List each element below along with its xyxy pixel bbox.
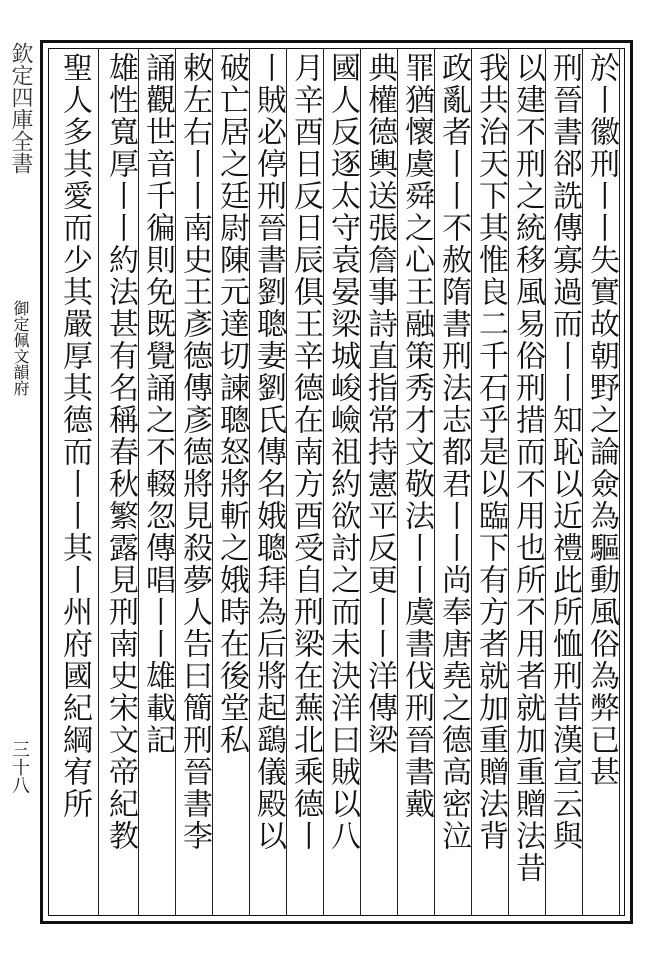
column-rule <box>360 48 361 916</box>
text-column: 國人反逐太守袁晏梁城峻嶮祖約欲討之而未決洋曰賊以八 <box>325 52 360 852</box>
text-column: 以建不刑之統移風易俗刑措而不用也所不用者就加重贈法昔 <box>510 52 545 884</box>
text-column: 典權德輿送張詹事詩直指常持憲平反更丨丨洋傳梁 <box>362 52 397 756</box>
text-column: 我共治天下其惟良二千石乎是以臨下有方者就加重贈法背 <box>473 52 508 852</box>
margin-book-title: 欽定四庫全書 <box>8 42 33 174</box>
edition-label: 御定佩文韻府 <box>11 300 30 396</box>
text-column: 誦觀世音千徧則免既覺誦之不輟忽傳唱丨丨雄載記 <box>140 52 175 756</box>
text-column: 政亂者丨丨不赦隋書刑法志都君丨丨尚奉唐堯之德高密泣 <box>436 52 471 852</box>
text-column: 於丨徽刑丨丨失實故朝野之論僉為驅動風俗為弊已甚 <box>584 52 619 788</box>
text-column: 破亡居之廷尉陳元達切諫聰怒將斬之娥時在後堂私 <box>214 52 249 756</box>
text-column: 刑晉書郤詵傳寡過而丨丨知恥以近禮此所恤刑昔漢宣云與 <box>547 52 582 852</box>
column-rule <box>323 48 324 916</box>
column-rule <box>249 48 250 916</box>
column-rule <box>619 48 620 916</box>
text-column: 丨賊必停刑晉書劉聰妻劉氏傳名娥聰拜為后將起鷂儀殿以 <box>251 52 286 852</box>
column-rule <box>545 48 546 916</box>
column-rule <box>286 48 287 916</box>
text-column: 月辛酉日反日辰俱王辛德在南方酉受自刑梁在蕪北乘德丨 <box>288 52 323 852</box>
column-rule <box>434 48 435 916</box>
column-rule <box>471 48 472 916</box>
column-rule <box>397 48 398 916</box>
column-rule <box>582 48 583 916</box>
page-number: 三十八 <box>9 740 30 794</box>
column-rule <box>175 48 176 916</box>
text-column: 雄性寬厚丨丨約法甚有名稱春秋繁露見刑南史宋文帝紀教 <box>103 52 138 852</box>
text-column: 聖人多其愛而少其嚴厚其德而丨丨其丨州府國紀綱宥所 <box>57 52 92 820</box>
column-rule <box>508 48 509 916</box>
column-rule <box>212 48 213 916</box>
text-column: 罪猶懷虞舜之心王融策秀才文敬法丨丨虞書伐刑晉書戴 <box>399 52 434 820</box>
column-rule <box>138 48 139 916</box>
column-rule <box>98 48 99 916</box>
text-column: 敕左右丨丨南史王彥德傳彥德將見殺夢人告曰簡刑晉書李 <box>177 52 212 852</box>
